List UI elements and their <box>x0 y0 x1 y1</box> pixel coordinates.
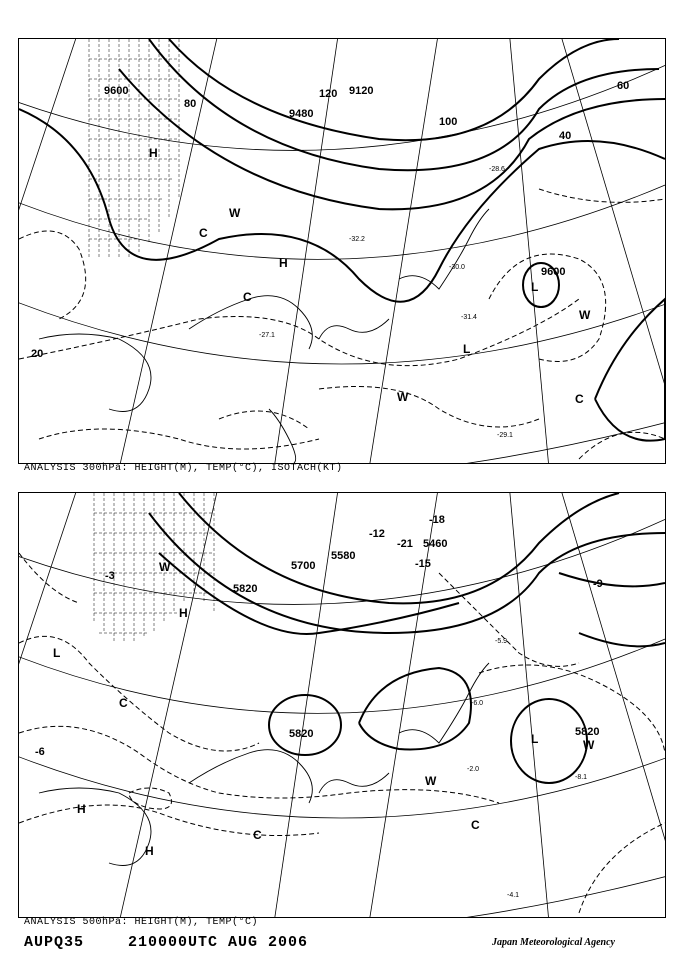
map-500hpa-labels <box>35 514 603 758</box>
hatched-region <box>89 39 179 259</box>
label-300-height-4: 9600 <box>541 266 566 278</box>
valid-time: 210000UTC AUG 2006 <box>128 934 309 951</box>
label-500-iso-3: -3 <box>105 570 115 582</box>
temp-500-3: -6.0 <box>471 700 484 707</box>
center-300-w1: W <box>229 206 241 220</box>
isotherm-contours-500 <box>19 553 665 913</box>
caption-500hpa: ANALYSIS 500hPa: HEIGHT(M), TEMP(°C) <box>24 917 259 928</box>
temp-500-5: -8.1 <box>575 774 588 781</box>
center-300-w3: W <box>579 308 591 322</box>
center-500-h1: H <box>179 606 188 620</box>
label-500-iso-18: -18 <box>429 514 445 526</box>
center-500-w2: W <box>425 774 437 788</box>
map-500hpa-panel <box>18 492 666 918</box>
label-300-height-1: 9600 <box>104 85 129 97</box>
label-500-iso-9: -9 <box>593 578 603 590</box>
temp-300-2: -30.0 <box>449 264 465 271</box>
temp-300-5: -27.1 <box>259 332 275 339</box>
map-300hpa-graphic <box>19 39 665 463</box>
temp-300-4: -28.6 <box>489 166 505 173</box>
center-500-h2: H <box>77 802 86 816</box>
temp-500-4: -5.9 <box>495 638 508 645</box>
center-500-l1: L <box>53 646 61 660</box>
map-500hpa-centers <box>53 560 595 858</box>
temp-300-6: -32.2 <box>349 236 365 243</box>
chart-id: AUPQ35 <box>24 934 85 951</box>
label-500-height-5820a: 5820 <box>233 583 258 595</box>
center-500-c2: C <box>471 818 480 832</box>
temp-300-3: -31.4 <box>461 314 477 321</box>
map-300hpa-panel <box>18 38 666 464</box>
label-300-height-3: 9120 <box>349 85 374 97</box>
center-300-w2: W <box>397 390 409 404</box>
center-500-c3: C <box>253 828 262 842</box>
meridian-lines <box>19 39 665 463</box>
parallel-lines-500 <box>19 513 665 917</box>
label-500-height-5820c: 5820 <box>289 728 314 740</box>
center-300-h1: H <box>149 146 158 160</box>
label-300-isotach-120: 120 <box>319 88 338 100</box>
center-300-c3: C <box>199 226 208 240</box>
label-300-isotach-100: 100 <box>439 116 458 128</box>
label-500-height-5460: 5460 <box>423 538 448 550</box>
center-300-c2: C <box>575 392 584 406</box>
temp-500-1: -4.1 <box>507 892 520 899</box>
label-300-isotach-40: 40 <box>559 130 572 142</box>
map-300hpa-temps <box>259 166 513 439</box>
label-500-iso-15: -15 <box>415 558 431 570</box>
center-500-w3: W <box>583 738 595 752</box>
map-500hpa-temps <box>467 638 587 899</box>
center-500-h3: H <box>145 844 154 858</box>
hatched-region-500 <box>94 493 214 643</box>
agency-credit: Japan Meteorological Agency <box>492 937 615 948</box>
label-500-height-5820b: 5820 <box>575 726 600 738</box>
label-300-height-2: 9480 <box>289 108 314 120</box>
temp-300-1: -29.1 <box>497 432 513 439</box>
map-300hpa-labels <box>31 80 629 360</box>
label-500-height-5700: 5700 <box>291 560 316 572</box>
center-300-l1: L <box>531 280 539 294</box>
label-500-iso-6: -6 <box>35 746 45 758</box>
label-300-isotach-80: 80 <box>184 98 197 110</box>
center-300-h2: H <box>279 256 288 270</box>
isotach-contours <box>19 189 665 459</box>
center-300-c1: C <box>243 290 252 304</box>
center-300-l2: L <box>463 342 471 356</box>
temp-500-2: -2.0 <box>467 766 480 773</box>
center-500-l2: L <box>531 732 539 746</box>
label-300-isotach-60: 60 <box>617 80 630 92</box>
label-500-iso-12: -12 <box>369 528 385 540</box>
center-500-c1: C <box>119 696 128 710</box>
label-300-isotach-20: 20 <box>31 348 44 360</box>
center-500-w1: W <box>159 560 171 574</box>
label-500-iso-21: -21 <box>397 538 413 550</box>
label-500-height-5580: 5580 <box>331 550 356 562</box>
map-500hpa-graphic <box>19 493 665 917</box>
caption-300hpa: ANALYSIS 300hPa: HEIGHT(M), TEMP(°C), ISOTACH(KT) <box>24 463 343 474</box>
